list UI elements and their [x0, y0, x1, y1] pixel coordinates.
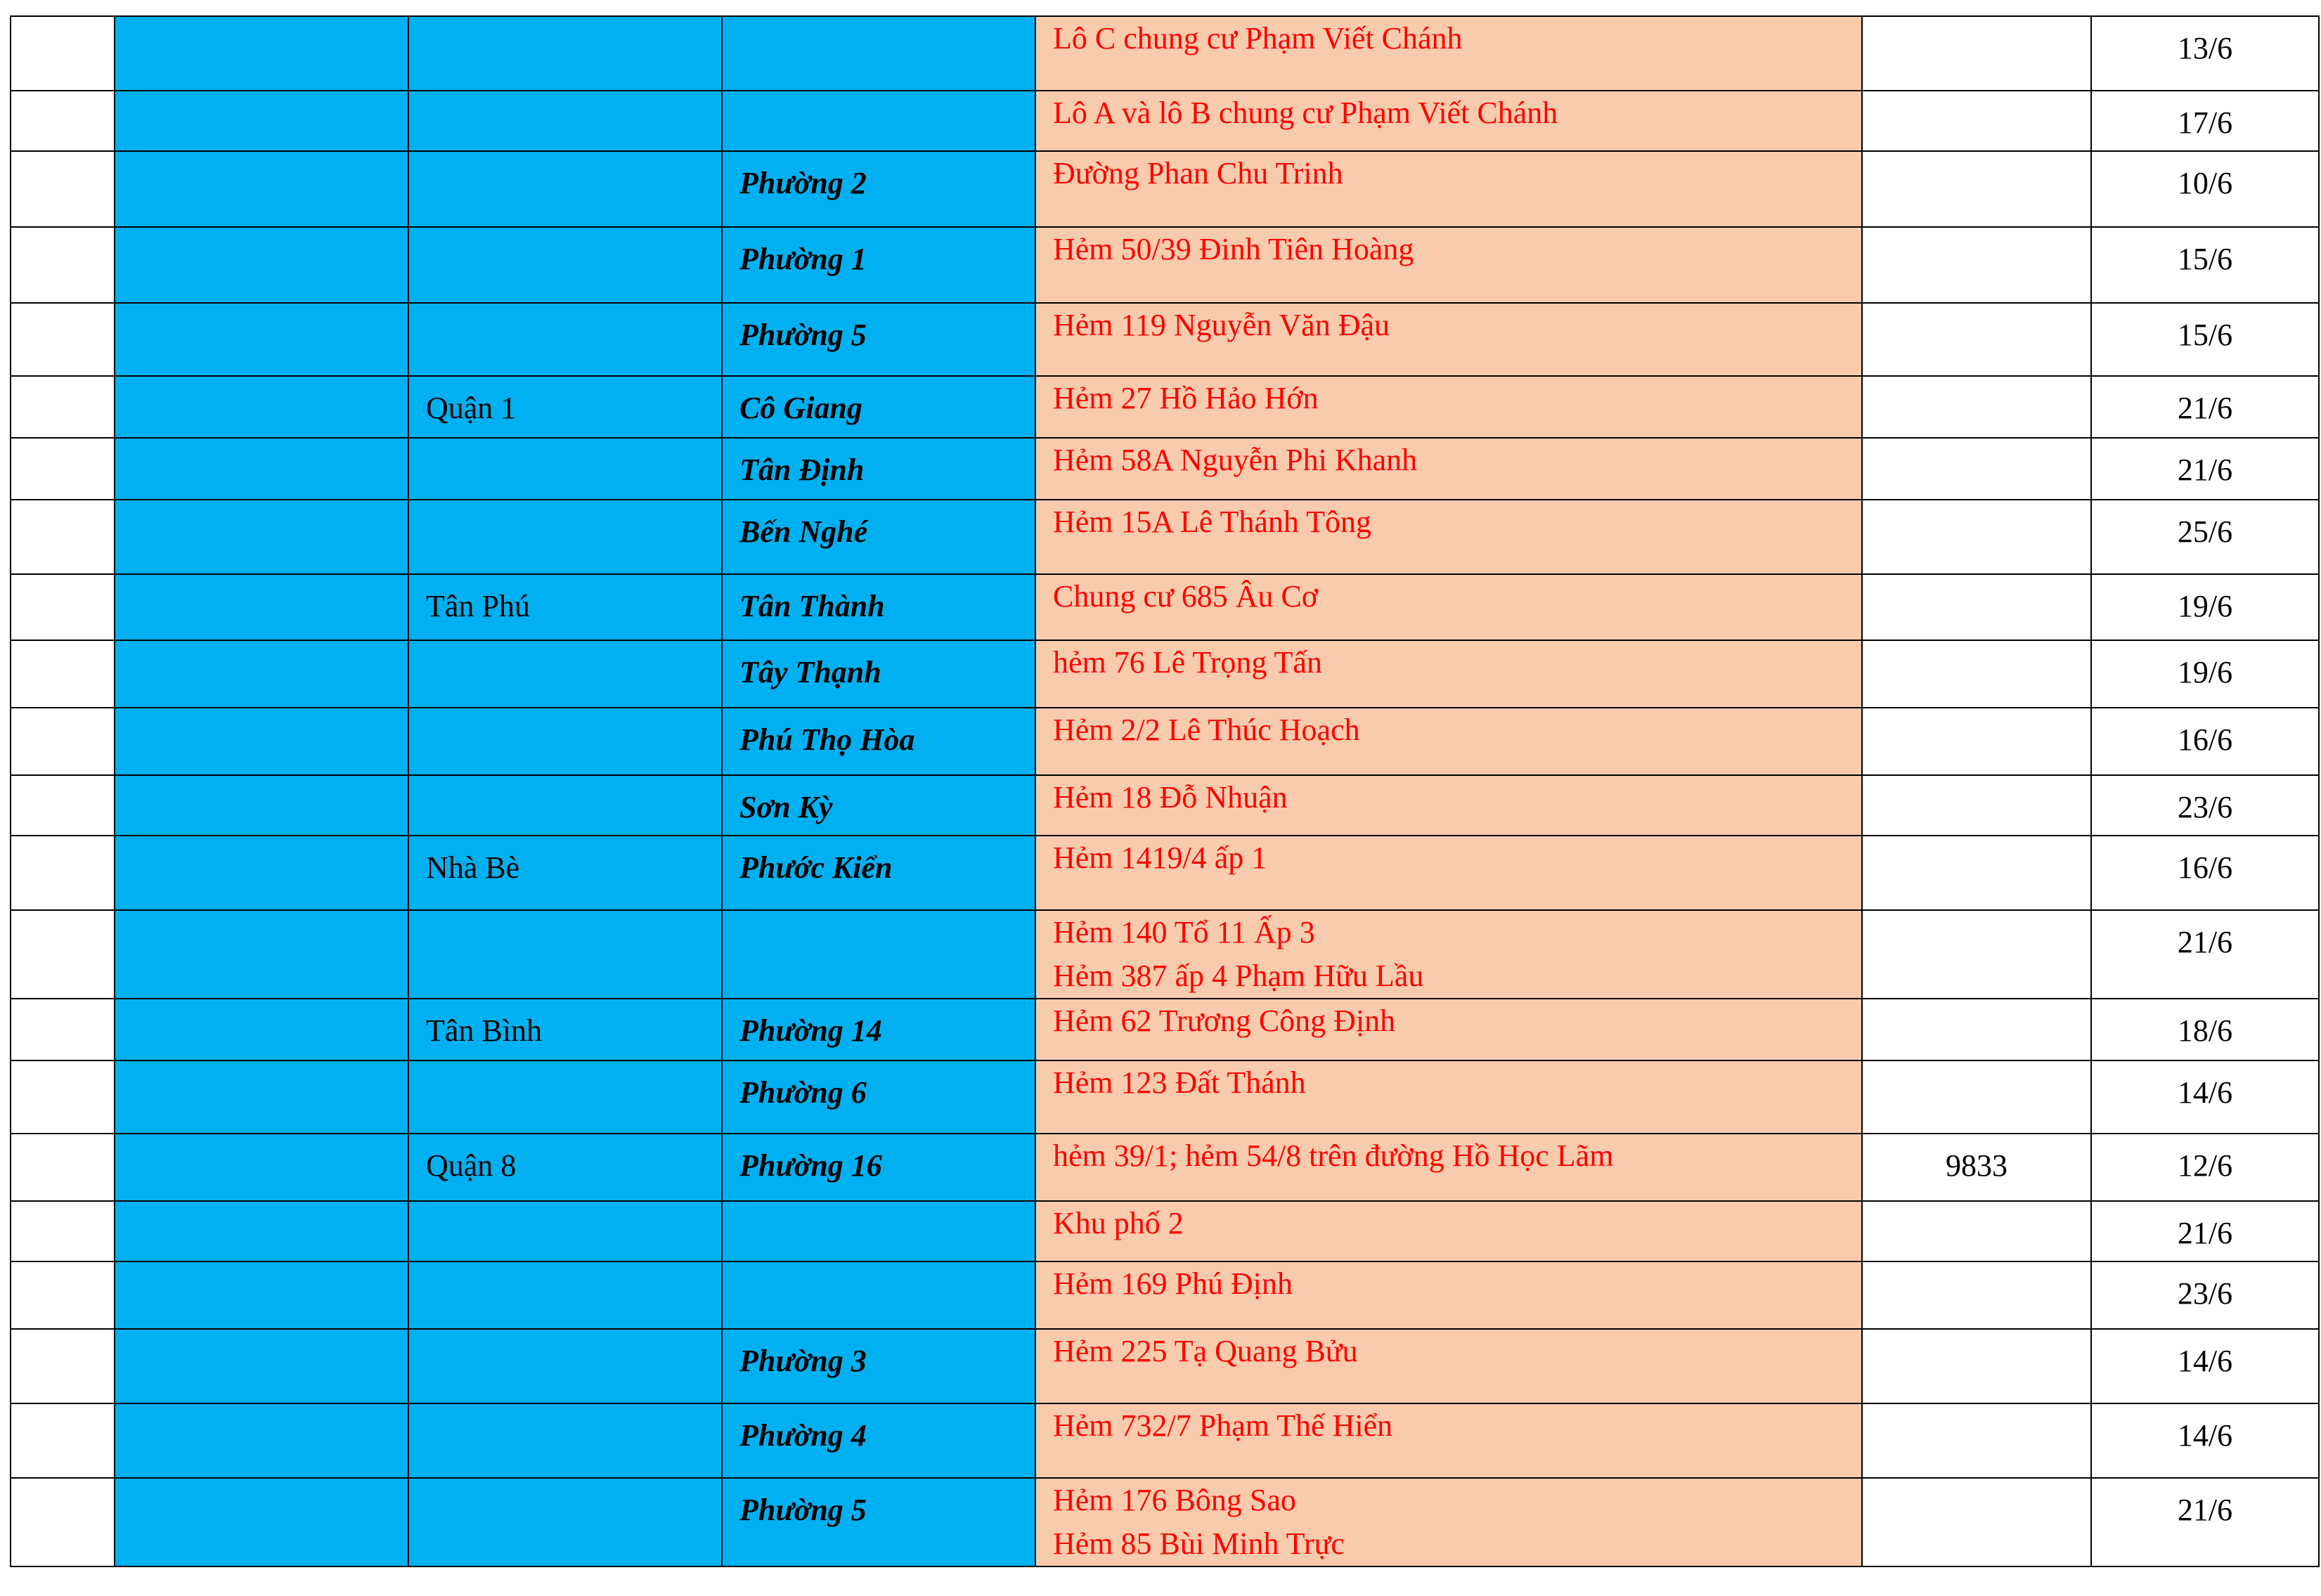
count-cell	[1862, 500, 2091, 574]
region-cell	[115, 775, 408, 836]
address-line: Đường Phan Chu Trinh	[1053, 156, 1343, 190]
address-cell	[1035, 1060, 1862, 1134]
date-value: 14/6	[2177, 1075, 2233, 1110]
count-value	[1880, 377, 2074, 387]
district-cell	[408, 376, 722, 438]
table-row	[11, 303, 2319, 376]
district-cell	[408, 500, 722, 574]
count-value	[1880, 1330, 2074, 1339]
region-cell	[115, 1329, 408, 1403]
date-cell	[2091, 640, 2319, 708]
address-cell	[1035, 1329, 1862, 1403]
count-cell	[1862, 640, 2091, 708]
count-value	[1880, 836, 2074, 846]
address-line: Hẻm 15A Lê Thánh Tông	[1053, 505, 1371, 539]
region-cell	[115, 303, 408, 376]
table-row	[11, 1329, 2319, 1403]
table-row	[11, 640, 2319, 708]
table-row	[11, 574, 2319, 640]
ward-cell	[722, 438, 1035, 500]
address-line: Hẻm 732/7 Phạm Thế Hiển	[1053, 1408, 1393, 1443]
region-cell	[115, 227, 408, 303]
address-line: hẻm 39/1; hẻm 54/8 trên đường Hồ Học Lãm	[1053, 1138, 1614, 1173]
date-value: 19/6	[2177, 589, 2233, 623]
district-cell	[408, 303, 722, 376]
date-cell	[2091, 1261, 2319, 1329]
table-row	[11, 1201, 2319, 1261]
date-value: 16/6	[2177, 722, 2233, 757]
count-cell	[1862, 91, 2091, 151]
count-cell	[1862, 303, 2091, 376]
district-cell	[408, 640, 722, 708]
date-value: 14/6	[2177, 1344, 2233, 1378]
count-cell	[1862, 1329, 2091, 1403]
district-cell	[408, 1060, 722, 1134]
address-cell	[1035, 775, 1862, 836]
ward-name	[739, 17, 1018, 27]
address-line: Hẻm 18 Đỗ Nhuận	[1053, 780, 1288, 815]
address-line: Hẻm 58A Nguyễn Phi Khanh	[1053, 443, 1418, 477]
ward-cell	[722, 1403, 1035, 1478]
district-cell	[408, 1134, 722, 1201]
count-value	[1880, 228, 2074, 238]
ward-name: Sơn Kỳ	[739, 790, 833, 824]
ward-cell	[722, 1201, 1035, 1261]
district-cell	[408, 775, 722, 836]
region-cell	[115, 1134, 408, 1201]
date-cell	[2091, 227, 2319, 303]
district-cell	[408, 438, 722, 500]
district-name: Quận 8	[426, 1148, 517, 1183]
district-name	[426, 708, 704, 718]
date-value: 10/6	[2177, 166, 2233, 200]
address-cell	[1035, 376, 1862, 438]
date-value: 16/6	[2177, 850, 2233, 885]
address-cell	[1035, 640, 1862, 708]
ward-name: Phường 5	[739, 318, 867, 352]
district-cell	[408, 574, 722, 640]
address-cell	[1035, 708, 1862, 775]
count-value	[1880, 641, 2074, 651]
count-value	[1880, 1404, 2074, 1414]
district-name	[426, 500, 704, 510]
address-line: Hẻm 119 Nguyễn Văn Đậu	[1053, 308, 1390, 342]
ward-cell	[722, 500, 1035, 574]
district-name: Tân Bình	[426, 1013, 542, 1048]
address-cell	[1035, 227, 1862, 303]
count-cell	[1862, 1201, 2091, 1261]
date-cell	[2091, 708, 2319, 775]
region-cell	[115, 1403, 408, 1478]
region-cell	[115, 151, 408, 227]
date-value: 23/6	[2177, 1276, 2233, 1311]
table-row	[11, 910, 2319, 999]
region-cell	[115, 1060, 408, 1134]
address-cell	[1035, 910, 1862, 999]
district-cell	[408, 999, 722, 1060]
address-cell	[1035, 91, 1862, 151]
district-name	[426, 228, 704, 238]
address-line: Hẻm 140 Tổ 11 Ấp 3	[1053, 915, 1315, 949]
table-row	[11, 999, 2319, 1060]
district-cell	[408, 1478, 722, 1566]
address-line: Hẻm 123 Đất Thánh	[1053, 1065, 1306, 1100]
date-cell	[2091, 999, 2319, 1060]
district-name	[426, 152, 704, 162]
ward-cell	[722, 574, 1035, 640]
ward-cell	[722, 708, 1035, 775]
ward-name: Phường 5	[739, 1493, 867, 1527]
region-cell	[115, 1478, 408, 1566]
date-cell	[2091, 376, 2319, 438]
ward-name: Phường 3	[739, 1344, 867, 1378]
date-value: 21/6	[2177, 1216, 2233, 1250]
count-value	[1880, 91, 2074, 101]
table-row	[11, 1134, 2319, 1201]
table-row	[11, 1478, 2319, 1566]
count-cell	[1862, 1134, 2091, 1201]
row-index-cell	[11, 640, 115, 708]
district-cell	[408, 16, 722, 91]
ward-name: Phường 6	[739, 1075, 867, 1110]
ward-cell	[722, 999, 1035, 1060]
count-value	[1880, 999, 2074, 1009]
table-row	[11, 1403, 2319, 1478]
ward-name	[739, 91, 1018, 101]
address-line: Khu phố 2	[1053, 1206, 1184, 1240]
address-line: Hẻm 169 Phú Định	[1053, 1266, 1293, 1301]
ward-name	[739, 1202, 1018, 1212]
row-index-cell	[11, 1478, 115, 1566]
row-index-cell	[11, 500, 115, 574]
date-value: 21/6	[2177, 453, 2233, 487]
row-index-cell	[11, 910, 115, 999]
address-cell	[1035, 836, 1862, 910]
district-name	[426, 1262, 704, 1272]
date-value: 21/6	[2177, 1493, 2233, 1527]
ward-cell	[722, 1261, 1035, 1329]
ward-name: Bến Nghé	[739, 514, 868, 549]
district-name	[426, 17, 704, 27]
count-cell	[1862, 574, 2091, 640]
ward-name: Phường 14	[739, 1013, 882, 1048]
row-index-cell	[11, 16, 115, 91]
district-name	[426, 439, 704, 448]
address-cell	[1035, 1134, 1862, 1201]
count-cell	[1862, 438, 2091, 500]
count-cell	[1862, 836, 2091, 910]
address-cell	[1035, 999, 1862, 1060]
region-cell	[115, 376, 408, 438]
address-line: Hẻm 225 Tạ Quang Bửu	[1053, 1334, 1358, 1368]
date-value: 25/6	[2177, 514, 2233, 549]
table-row	[11, 1060, 2319, 1134]
region-cell	[115, 640, 408, 708]
region-cell	[115, 438, 408, 500]
region-cell	[115, 16, 408, 91]
address-cell	[1035, 438, 1862, 500]
district-name	[426, 641, 704, 651]
address-line: Hẻm 62 Trương Công Định	[1053, 1004, 1396, 1038]
row-index-cell	[11, 376, 115, 438]
ward-cell	[722, 376, 1035, 438]
date-value: 15/6	[2177, 318, 2233, 352]
row-index-cell	[11, 227, 115, 303]
count-value	[1880, 575, 2074, 585]
count-cell	[1862, 1403, 2091, 1478]
address-cell	[1035, 151, 1862, 227]
address-line: Hẻm 50/39 Đinh Tiên Hoàng	[1053, 232, 1414, 266]
date-cell	[2091, 1201, 2319, 1261]
table-row	[11, 836, 2319, 910]
table-row	[11, 775, 2319, 836]
district-name	[426, 1479, 704, 1488]
district-name: Nhà Bè	[426, 850, 520, 885]
count-cell	[1862, 376, 2091, 438]
region-cell	[115, 500, 408, 574]
table-row	[11, 151, 2319, 227]
district-name	[426, 91, 704, 101]
ward-cell	[722, 151, 1035, 227]
ward-name: Phường 2	[739, 166, 867, 200]
ward-cell	[722, 775, 1035, 836]
table-row	[11, 1261, 2319, 1329]
ward-cell	[722, 303, 1035, 376]
date-cell	[2091, 1403, 2319, 1478]
district-name	[426, 1330, 704, 1339]
date-value: 17/6	[2177, 105, 2233, 140]
district-name: Quận 1	[426, 391, 517, 425]
date-cell	[2091, 438, 2319, 500]
row-index-cell	[11, 999, 115, 1060]
region-cell	[115, 574, 408, 640]
count-value	[1880, 708, 2074, 718]
date-cell	[2091, 1134, 2319, 1201]
district-cell	[408, 910, 722, 999]
count-cell	[1862, 1261, 2091, 1329]
ward-name: Tây Thạnh	[739, 655, 881, 689]
ward-cell	[722, 16, 1035, 91]
ward-name: Phước Kiển	[739, 850, 893, 885]
address-line: hẻm 76 Lê Trọng Tấn	[1053, 645, 1322, 680]
ward-cell	[722, 1478, 1035, 1566]
row-index-cell	[11, 836, 115, 910]
district-cell	[408, 1403, 722, 1478]
count-value: 9833	[1946, 1148, 2008, 1183]
address-line: Hẻm 387 ấp 4 Phạm Hữu Lầu	[1053, 959, 1424, 993]
count-cell	[1862, 999, 2091, 1060]
district-cell	[408, 836, 722, 910]
row-index-cell	[11, 1403, 115, 1478]
date-cell	[2091, 1329, 2319, 1403]
district-name	[426, 304, 704, 313]
count-cell	[1862, 708, 2091, 775]
count-value	[1880, 500, 2074, 510]
district-cell	[408, 227, 722, 303]
row-index-cell	[11, 1134, 115, 1201]
ward-name: Phú Thọ Hòa	[739, 722, 915, 757]
count-cell	[1862, 1478, 2091, 1566]
date-value: 19/6	[2177, 655, 2233, 689]
region-cell	[115, 910, 408, 999]
count-value	[1880, 439, 2074, 448]
schedule-table	[10, 15, 2320, 1567]
region-cell	[115, 836, 408, 910]
count-value	[1880, 776, 2074, 786]
date-cell	[2091, 16, 2319, 91]
address-cell	[1035, 1261, 1862, 1329]
row-index-cell	[11, 708, 115, 775]
ward-name: Phường 16	[739, 1148, 882, 1183]
address-line: Lô C chung cư Phạm Viết Chánh	[1053, 21, 1463, 56]
table-row	[11, 376, 2319, 438]
address-line: Hẻm 1419/4 ấp 1	[1053, 841, 1267, 875]
address-line: Chung cư 685 Âu Cơ	[1053, 579, 1319, 614]
address-cell	[1035, 303, 1862, 376]
table-row	[11, 227, 2319, 303]
address-line: Lô A và lô B chung cư Phạm Viết Chánh	[1053, 96, 1558, 130]
ward-cell	[722, 91, 1035, 151]
address-line: Hẻm 27 Hồ Hảo Hớn	[1053, 381, 1319, 415]
date-value: 21/6	[2177, 925, 2233, 959]
ward-name	[739, 911, 1018, 921]
date-cell	[2091, 1478, 2319, 1566]
address-line: Hẻm 2/2 Lê Thúc Hoạch	[1053, 713, 1360, 747]
ward-cell	[722, 836, 1035, 910]
date-cell	[2091, 910, 2319, 999]
district-cell	[408, 1329, 722, 1403]
date-cell	[2091, 500, 2319, 574]
count-value	[1880, 304, 2074, 313]
row-index-cell	[11, 1329, 115, 1403]
ward-cell	[722, 227, 1035, 303]
address-cell	[1035, 1201, 1862, 1261]
row-index-cell	[11, 1201, 115, 1261]
table-row	[11, 500, 2319, 574]
table-body	[11, 16, 2319, 1566]
district-cell	[408, 151, 722, 227]
date-value: 18/6	[2177, 1013, 2233, 1048]
count-value	[1880, 1479, 2074, 1488]
ward-cell	[722, 1134, 1035, 1201]
date-cell	[2091, 91, 2319, 151]
row-index-cell	[11, 303, 115, 376]
count-value	[1880, 1202, 2074, 1212]
district-name	[426, 1202, 704, 1212]
table-row	[11, 16, 2319, 91]
table-row	[11, 708, 2319, 775]
row-index-cell	[11, 438, 115, 500]
address-cell	[1035, 500, 1862, 574]
address-cell	[1035, 1478, 1862, 1566]
date-value: 15/6	[2177, 242, 2233, 276]
count-cell	[1862, 775, 2091, 836]
ward-cell	[722, 1329, 1035, 1403]
date-value: 12/6	[2177, 1148, 2233, 1183]
address-cell	[1035, 16, 1862, 91]
count-value	[1880, 1061, 2074, 1071]
date-cell	[2091, 151, 2319, 227]
row-index-cell	[11, 1261, 115, 1329]
table-row	[11, 438, 2319, 500]
region-cell	[115, 999, 408, 1060]
address-line: Hẻm 85 Bùi Minh Trực	[1053, 1526, 1345, 1561]
ward-name: Cô Giang	[739, 391, 862, 425]
region-cell	[115, 1261, 408, 1329]
ward-name: Tân Thành	[739, 589, 885, 623]
address-cell	[1035, 574, 1862, 640]
ward-cell	[722, 910, 1035, 999]
date-value: 21/6	[2177, 391, 2233, 425]
date-value: 14/6	[2177, 1418, 2233, 1453]
ward-name: Phường 1	[739, 242, 867, 276]
ward-name: Tân Định	[739, 453, 865, 487]
district-cell	[408, 708, 722, 775]
district-cell	[408, 1201, 722, 1261]
row-index-cell	[11, 574, 115, 640]
count-value	[1880, 152, 2074, 162]
table-row	[11, 91, 2319, 151]
district-name	[426, 911, 704, 921]
count-cell	[1862, 1060, 2091, 1134]
count-cell	[1862, 16, 2091, 91]
count-value	[1880, 911, 2074, 921]
ward-cell	[722, 1060, 1035, 1134]
count-cell	[1862, 151, 2091, 227]
date-cell	[2091, 775, 2319, 836]
region-cell	[115, 1201, 408, 1261]
date-cell	[2091, 303, 2319, 376]
region-cell	[115, 708, 408, 775]
row-index-cell	[11, 151, 115, 227]
count-cell	[1862, 227, 2091, 303]
row-index-cell	[11, 1060, 115, 1134]
count-value	[1880, 17, 2074, 27]
district-cell	[408, 1261, 722, 1329]
date-cell	[2091, 574, 2319, 640]
date-value: 13/6	[2177, 31, 2233, 65]
date-cell	[2091, 1060, 2319, 1134]
date-cell	[2091, 836, 2319, 910]
row-index-cell	[11, 775, 115, 836]
address-line: Hẻm 176 Bông Sao	[1053, 1483, 1296, 1517]
count-value	[1880, 1262, 2074, 1272]
address-cell	[1035, 1403, 1862, 1478]
district-name	[426, 1404, 704, 1414]
district-cell	[408, 91, 722, 151]
district-name: Tân Phú	[426, 589, 530, 623]
region-cell	[115, 91, 408, 151]
ward-cell	[722, 640, 1035, 708]
district-name	[426, 776, 704, 786]
date-value: 23/6	[2177, 790, 2233, 824]
ward-name	[739, 1262, 1018, 1272]
row-index-cell	[11, 91, 115, 151]
ward-name: Phường 4	[739, 1418, 867, 1453]
count-cell	[1862, 910, 2091, 999]
district-name	[426, 1061, 704, 1071]
